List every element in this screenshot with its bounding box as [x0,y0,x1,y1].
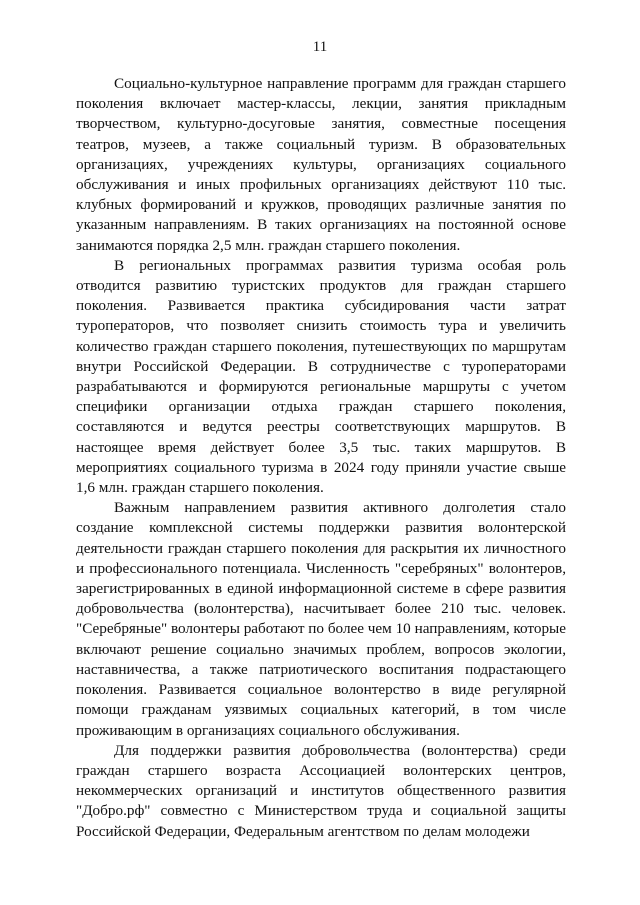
page-number: 11 [312,39,328,55]
document-body [76,74,566,842]
paragraph-silver-volunteers: Важным направлением развития активного долголетия стало создание комплексной системы поддержки развития волонтерской деятельности граждан старшего поколения для раскрытия их личностного и профессионального потенциала. Численность "серебряных" волонтеров, зарегистрированных в единой информационной системе в сфере развития добровольчества (волонтерства), насчитывает более 210 тыс. человек. "Серебряные" волонтеры работают по более чем 10 направлениям, которые включают решение социально значимых проблем, вопросов экологии, наставничества, а также патриотического воспитания подрастающего поколения. Развивается социальное волонтерство в виде регулярной помощи гражданам уязвимых социальных категорий, в том числе проживающим в организациях социального обслуживания. [76,499,567,739]
paragraph-volunteer-support: Для поддержки развития добровольчества (волонтерства) среди граждан старшего возраста Ассоциацией волонтерских центров, некоммерческих организаций и институтов общественного развития "Добро.рф" совместно с Министерством труда и социальной защиты Российской Федерации, Федеральным агентством по делам молодежи [76,741,566,840]
paragraph-regional-tourism: В региональных программах развития туризма особая роль отводится развитию туристских продуктов для граждан старшего поколения. Развивается практика субсидирования части затрат туроператоров, что позволяет снизить стоимость тура и увеличить количество граждан старшего поколения, путешествующих по маршрутам внутри Российской Федерации. В сотрудничестве с туроператорами разрабатываются и формируются региональные маршруты с учетом специфики организации отдыха граждан старшего поколения, составляются и ведутся реестры соответствующих маршрутов. В настоящее время действует более 3,5 тыс. таких маршрутов. В мероприятиях социального туризма в 2024 году приняли участие свыше 1,6 млн. граждан старшего поколения. [76,256,566,497]
paragraph-social-cultural: Социально-культурное направление программ для граждан старшего поколения включает мастер-классы, лекции, занятия прикладным творчеством, культурно-досуговые занятия, совместные посещения театров, музеев, а также социальный туризм. В образовательных организациях, учреждениях культуры, организациях социального обслуживания и иных профильных организациях действуют 110 тыс. клубных формирований и кружков, проводящих различные занятия по указанным направлениям. В таких организациях на постоянной основе занимаются порядка 2,5 млн. граждан старшего поколения. [76,75,566,254]
